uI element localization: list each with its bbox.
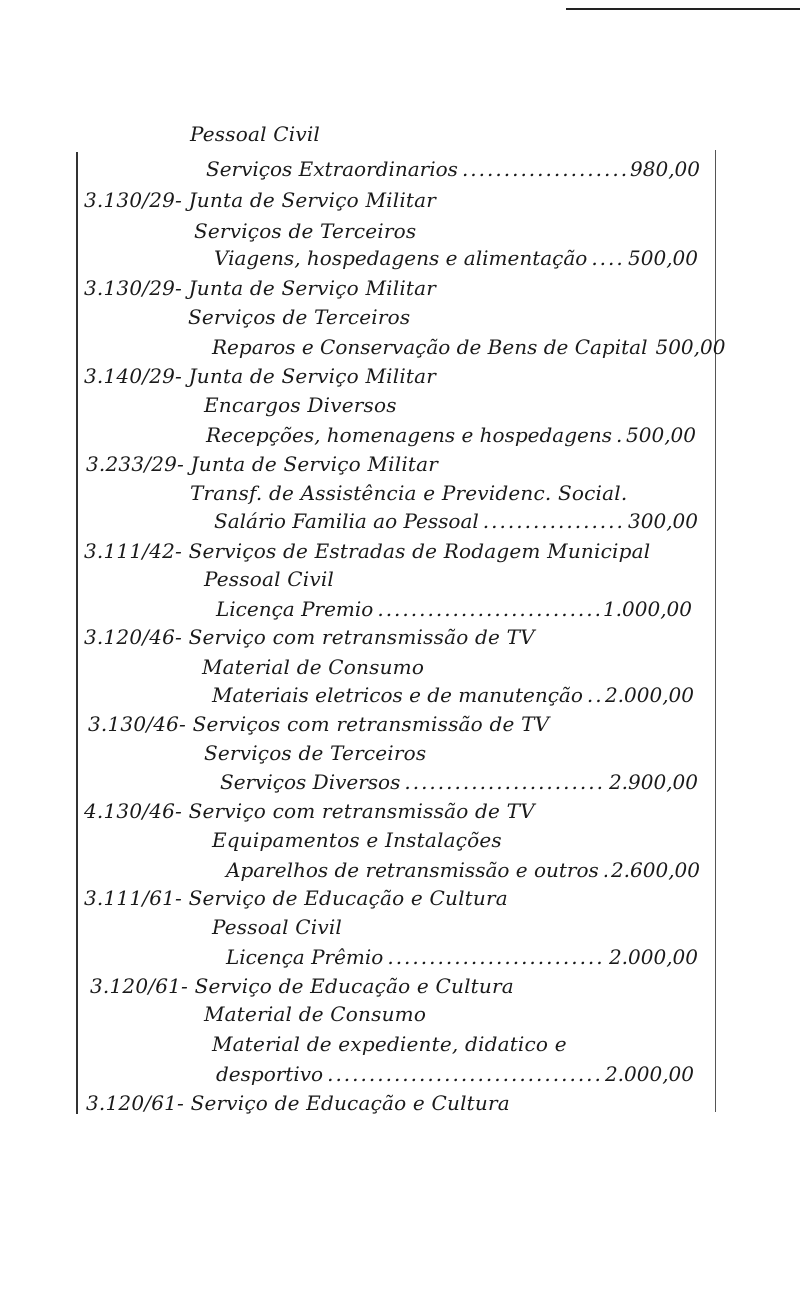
subheading-pessoal-civil-c <box>212 915 342 939</box>
subheading-pessoal-civil-b <box>204 567 334 591</box>
heading-text: Junta de Serviço Militar <box>188 364 437 388</box>
item-label: Material de expediente, didatico e <box>212 1032 567 1056</box>
account-code: 3.111/42- <box>84 539 183 563</box>
account-code: 3.120/61- <box>90 974 189 998</box>
top-rule <box>566 8 800 10</box>
account-code: 4.130/46- <box>84 799 183 823</box>
subheading-pessoal-civil <box>190 122 320 146</box>
item-aparelhos <box>226 858 700 882</box>
leader-dots <box>462 157 626 181</box>
item-amount: 500,00 <box>655 335 726 359</box>
heading-3233-29 <box>86 452 438 476</box>
subheading-text: Pessoal Civil <box>190 122 321 146</box>
heading-3111-61 <box>84 886 508 910</box>
account-code: 3.120/61- <box>86 1091 185 1115</box>
heading-text: Junta de Serviço Militar <box>190 452 439 476</box>
leader-dots <box>591 246 624 270</box>
item-servicos-extraordinarios <box>206 157 700 181</box>
leader-dots <box>603 858 607 882</box>
heading-text: Serviço com retransmissão de TV <box>188 799 535 823</box>
subheading-text: Serviços de Terceiros <box>188 305 411 329</box>
item-amount: 500,00 <box>626 423 696 447</box>
item-servicos-diversos <box>220 770 698 794</box>
item-reparos <box>212 335 726 359</box>
subheading-text: Pessoal Civil <box>204 567 335 591</box>
item-amount: 500,00 <box>628 246 698 270</box>
leader-dots <box>387 945 605 969</box>
leader-dots <box>483 509 624 533</box>
item-label: desportivo <box>216 1062 324 1086</box>
item-label: Recepções, homenagens e hospedagens <box>206 423 612 447</box>
account-code: 3.130/29- <box>84 276 183 300</box>
item-amount: 2.600,00 <box>610 858 700 882</box>
heading-text: Serviços com retransmissão de TV <box>192 712 550 736</box>
account-code: 3.130/29- <box>84 188 183 212</box>
heading-text: Serviço de Educação e Cultura <box>190 1091 510 1115</box>
heading-3130-29-b <box>84 276 436 300</box>
subheading-text: Pessoal Civil <box>212 915 343 939</box>
subheading-text: Transf. de Assistência e Previdenc. Social. <box>190 481 628 505</box>
subheading-text: Serviços de Terceiros <box>194 219 417 243</box>
item-label: Serviços Diversos <box>220 770 401 794</box>
heading-text: Serviços de Estradas de Rodagem Municipal <box>188 539 651 563</box>
item-amount: 300,00 <box>628 509 698 533</box>
subheading-encargos-diversos <box>204 393 397 417</box>
account-code: 3.111/61- <box>84 886 183 910</box>
subheading-transf-assistencia <box>190 481 627 505</box>
heading-3140-29 <box>84 364 436 388</box>
heading-text: Serviço com retransmissão de TV <box>188 625 535 649</box>
left-margin-line <box>76 152 78 1114</box>
subheading-text: Equipamentos e Instalações <box>212 828 502 852</box>
right-margin-line <box>715 150 716 1112</box>
heading-text: Junta de Serviço Militar <box>188 188 437 212</box>
item-label: Serviços Extraordinarios <box>206 157 458 181</box>
heading-4130-46 <box>84 799 535 823</box>
leader-dots <box>377 597 599 621</box>
item-amount: 1.000,00 <box>602 597 692 621</box>
heading-3130-29 <box>84 188 436 212</box>
item-material-expediente <box>212 1032 567 1056</box>
leader-dots <box>404 770 605 794</box>
account-code: 3.130/46- <box>88 712 187 736</box>
item-amount: 2.900,00 <box>608 770 698 794</box>
item-label: Salário Familia ao Pessoal <box>214 509 479 533</box>
item-desportivo <box>216 1062 694 1086</box>
item-materiais-eletricos <box>212 683 694 707</box>
item-label: Viagens, hospedagens e alimentação <box>214 246 588 270</box>
subheading-equipamentos <box>212 828 502 852</box>
heading-3111-42 <box>84 539 650 563</box>
account-code: 3.233/29- <box>86 452 185 476</box>
subheading-servicos-terceiros-c <box>204 741 426 765</box>
item-licenca-premio <box>216 597 692 621</box>
heading-3120-61 <box>90 974 514 998</box>
subheading-servicos-terceiros-b <box>188 305 410 329</box>
subheading-material-consumo-b <box>204 1002 426 1026</box>
leader-dots <box>587 683 601 707</box>
heading-3120-46 <box>84 625 535 649</box>
heading-text: Serviço de Educação e Cultura <box>194 974 514 998</box>
subheading-material-consumo <box>202 655 424 679</box>
heading-3120-61-b <box>86 1091 510 1115</box>
heading-text: Junta de Serviço Militar <box>188 276 437 300</box>
item-amount: 2.000,00 <box>604 1062 694 1086</box>
heading-3130-46 <box>88 712 549 736</box>
subheading-servicos-terceiros <box>194 219 416 243</box>
item-label: Aparelhos de retransmissão e outros <box>226 858 599 882</box>
leader-dots <box>327 1062 601 1086</box>
item-recepcoes <box>206 423 696 447</box>
item-label: Licença Prêmio <box>226 945 384 969</box>
item-viagens <box>214 246 698 270</box>
item-label: Materiais eletricos e de manutenção <box>212 683 583 707</box>
subheading-text: Material de Consumo <box>202 655 425 679</box>
account-code: 3.140/29- <box>84 364 183 388</box>
item-amount: 2.000,00 <box>608 945 698 969</box>
item-licenca-premio-b <box>226 945 698 969</box>
item-amount: 2.000,00 <box>604 683 694 707</box>
subheading-text: Encargos Diversos <box>204 393 397 417</box>
account-code: 3.120/46- <box>84 625 183 649</box>
leader-dots <box>616 423 622 447</box>
item-salario-familia <box>214 509 698 533</box>
item-amount: 980,00 <box>630 157 700 181</box>
item-label: Licença Premio <box>216 597 374 621</box>
subheading-text: Serviços de Terceiros <box>204 741 427 765</box>
item-label: Reparos e Conservação de Bens de Capital <box>212 335 648 359</box>
heading-text: Serviço de Educação e Cultura <box>188 886 508 910</box>
subheading-text: Material de Consumo <box>204 1002 427 1026</box>
